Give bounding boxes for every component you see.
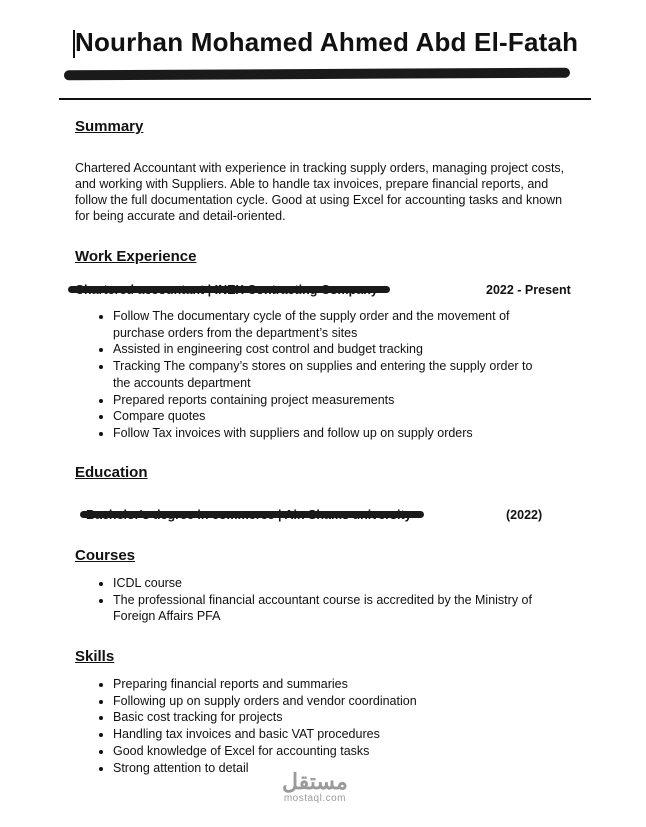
list-item: • Handling tax invoices and basic VAT procedures xyxy=(113,726,533,743)
education-year: (2022) xyxy=(506,508,543,522)
list-item: • Assisted in engineering cost control and budget tracking xyxy=(113,341,539,358)
summary-heading: Summary xyxy=(75,118,144,135)
list-item: • Compare quotes xyxy=(113,408,539,425)
list-item: • Preparing financial reports and summaries xyxy=(113,676,533,693)
job-dates: 2022 - Present xyxy=(486,283,571,297)
list-item: • Following up on supply orders and vendor coordination xyxy=(113,693,533,710)
watermark-latin: mostaql.com xyxy=(283,793,347,804)
header-divider xyxy=(59,98,591,100)
redacted-contact-info xyxy=(64,68,570,81)
skills-heading: Skills xyxy=(75,648,115,665)
candidate-name: Nourhan Mohamed Ahmed Abd El-Fatah xyxy=(75,27,579,57)
list-item: • The professional financial accountant course is accredited by the Ministry of Foreign Affairs PFA xyxy=(113,592,533,625)
redaction-strike-job xyxy=(68,286,390,293)
courses-list xyxy=(75,575,533,625)
list-item: • ICDL course xyxy=(113,575,533,592)
courses-heading: Courses xyxy=(75,547,136,564)
list-item: • Strong attention to detail xyxy=(113,760,533,777)
redaction-strike-education xyxy=(80,511,424,518)
list-item: • Follow The documentary cycle of the supply order and the movement of purchase orders from the department’s sites xyxy=(113,308,539,341)
experience-list xyxy=(75,308,539,442)
skills-list xyxy=(75,676,533,776)
list-item: • Basic cost tracking for projects xyxy=(113,709,533,726)
list-item: • Good knowledge of Excel for accounting tasks xyxy=(113,743,533,760)
list-item: • Follow Tax invoices with suppliers and follow up on supply orders xyxy=(113,425,539,442)
watermark-arabic: مستقل xyxy=(282,769,348,794)
list-item: • Tracking The company’s stores on supplies and entering the supply order to the accounts department xyxy=(113,358,539,391)
mostaql-watermark xyxy=(282,770,348,804)
summary-text: Chartered Accountant with experience in tracking supply orders, managing project costs, and working with Suppliers. Able to handle tax invoices, prepare financial reports, and follow the full documentation cycle. Good at using Excel for accounting tasks and known for being accurate and detail-oriented. xyxy=(75,161,565,223)
experience-heading: Work Experience xyxy=(75,248,197,265)
education-heading: Education xyxy=(75,464,148,481)
list-item: • Prepared reports containing project measurements xyxy=(113,392,539,409)
